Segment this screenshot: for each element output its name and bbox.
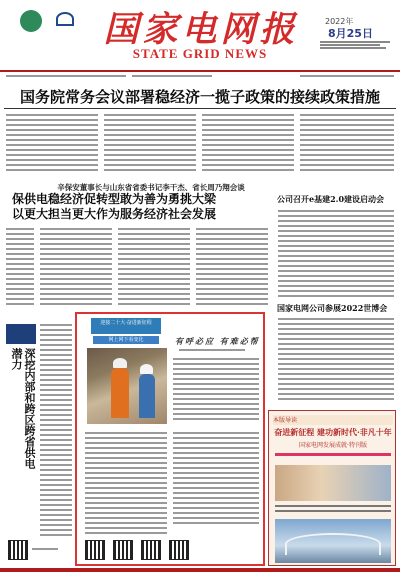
right-body-3 [278, 398, 394, 403]
lead-body-col-3 [202, 114, 294, 174]
feature-calligraphy-headline: 有呼必应 有难必帮 [175, 336, 260, 346]
feature-body-right [173, 358, 259, 423]
lead-rule [4, 108, 396, 109]
issue-date: 8月25日 [328, 27, 373, 40]
second-headline: 保供电稳经济促转型敢为善为勇挑大梁 以更大担当更大作为服务经济社会发展 [12, 192, 217, 221]
feature-banner: 迎接二十大·奋进新征程 [91, 318, 161, 334]
second-kicker: 辛保安董事长与山东省省委书记李干杰、省长周乃翔会谈 [57, 183, 245, 192]
lead-body-col-2 [104, 114, 196, 174]
right-headline-2: 国家电网公司参展2022世博会 [277, 303, 388, 313]
qr-caption [32, 548, 58, 550]
top-ticker [0, 72, 400, 82]
guide-promo-box[interactable] [268, 410, 396, 566]
right-body-1 [278, 210, 394, 300]
feature-byline [179, 349, 245, 351]
feature-body-col-1 [85, 432, 167, 537]
guide-strip [275, 453, 391, 456]
guide-header: 本版导读 [273, 415, 393, 425]
right-body-2 [278, 318, 394, 403]
guide-text [275, 505, 391, 515]
left-short-col [6, 228, 34, 308]
feature-qr-2-icon[interactable] [113, 540, 133, 560]
feature-body-col-2 [173, 432, 259, 527]
lead-body-col-4 [300, 114, 394, 174]
qr-code-icon[interactable] [8, 540, 28, 560]
guide-photo-strip [275, 465, 391, 501]
newspaper-title: 国家电网报 [103, 9, 299, 50]
feature-qr-3-icon[interactable] [141, 540, 161, 560]
state-grid-logo-icon [56, 12, 78, 32]
feature-qr-4-icon[interactable] [169, 540, 189, 560]
guide-bridge-photo [275, 519, 391, 563]
featured-article-frame[interactable] [75, 312, 265, 566]
left-vertical-headline: 深挖内部和跨区跨省供电潜力 [10, 348, 36, 469]
bottom-rule [0, 568, 400, 572]
left-col-body [40, 324, 72, 539]
newspaper-title-en: STATE GRID NEWS [132, 46, 268, 61]
issue-year: 2022年 [325, 17, 354, 26]
column-tag [6, 324, 36, 344]
guide-title: 奋进新征程 建功新时代·非凡十年 [274, 427, 392, 437]
lead-body-col-1 [6, 114, 98, 174]
feature-photo [87, 348, 167, 424]
feature-qr-1-icon[interactable] [85, 540, 105, 560]
second-body-col-1 [40, 228, 112, 308]
masthead [0, 0, 400, 70]
issue-meta [320, 41, 392, 49]
beijing-2022-emblem-icon [12, 10, 52, 46]
second-body-col-3 [196, 228, 268, 308]
lead-headline: 国务院常务会议部署稳经济一揽子政策的接续政策措施 [19, 88, 380, 106]
right-headline-1: 公司召开e基建2.0建设启动会 [277, 194, 385, 204]
feature-sub-label: 网上网下看变化 [93, 336, 159, 344]
second-body-col-2 [118, 228, 190, 308]
guide-subtitle: 国家电网发展成就·特刊版 [299, 442, 367, 449]
